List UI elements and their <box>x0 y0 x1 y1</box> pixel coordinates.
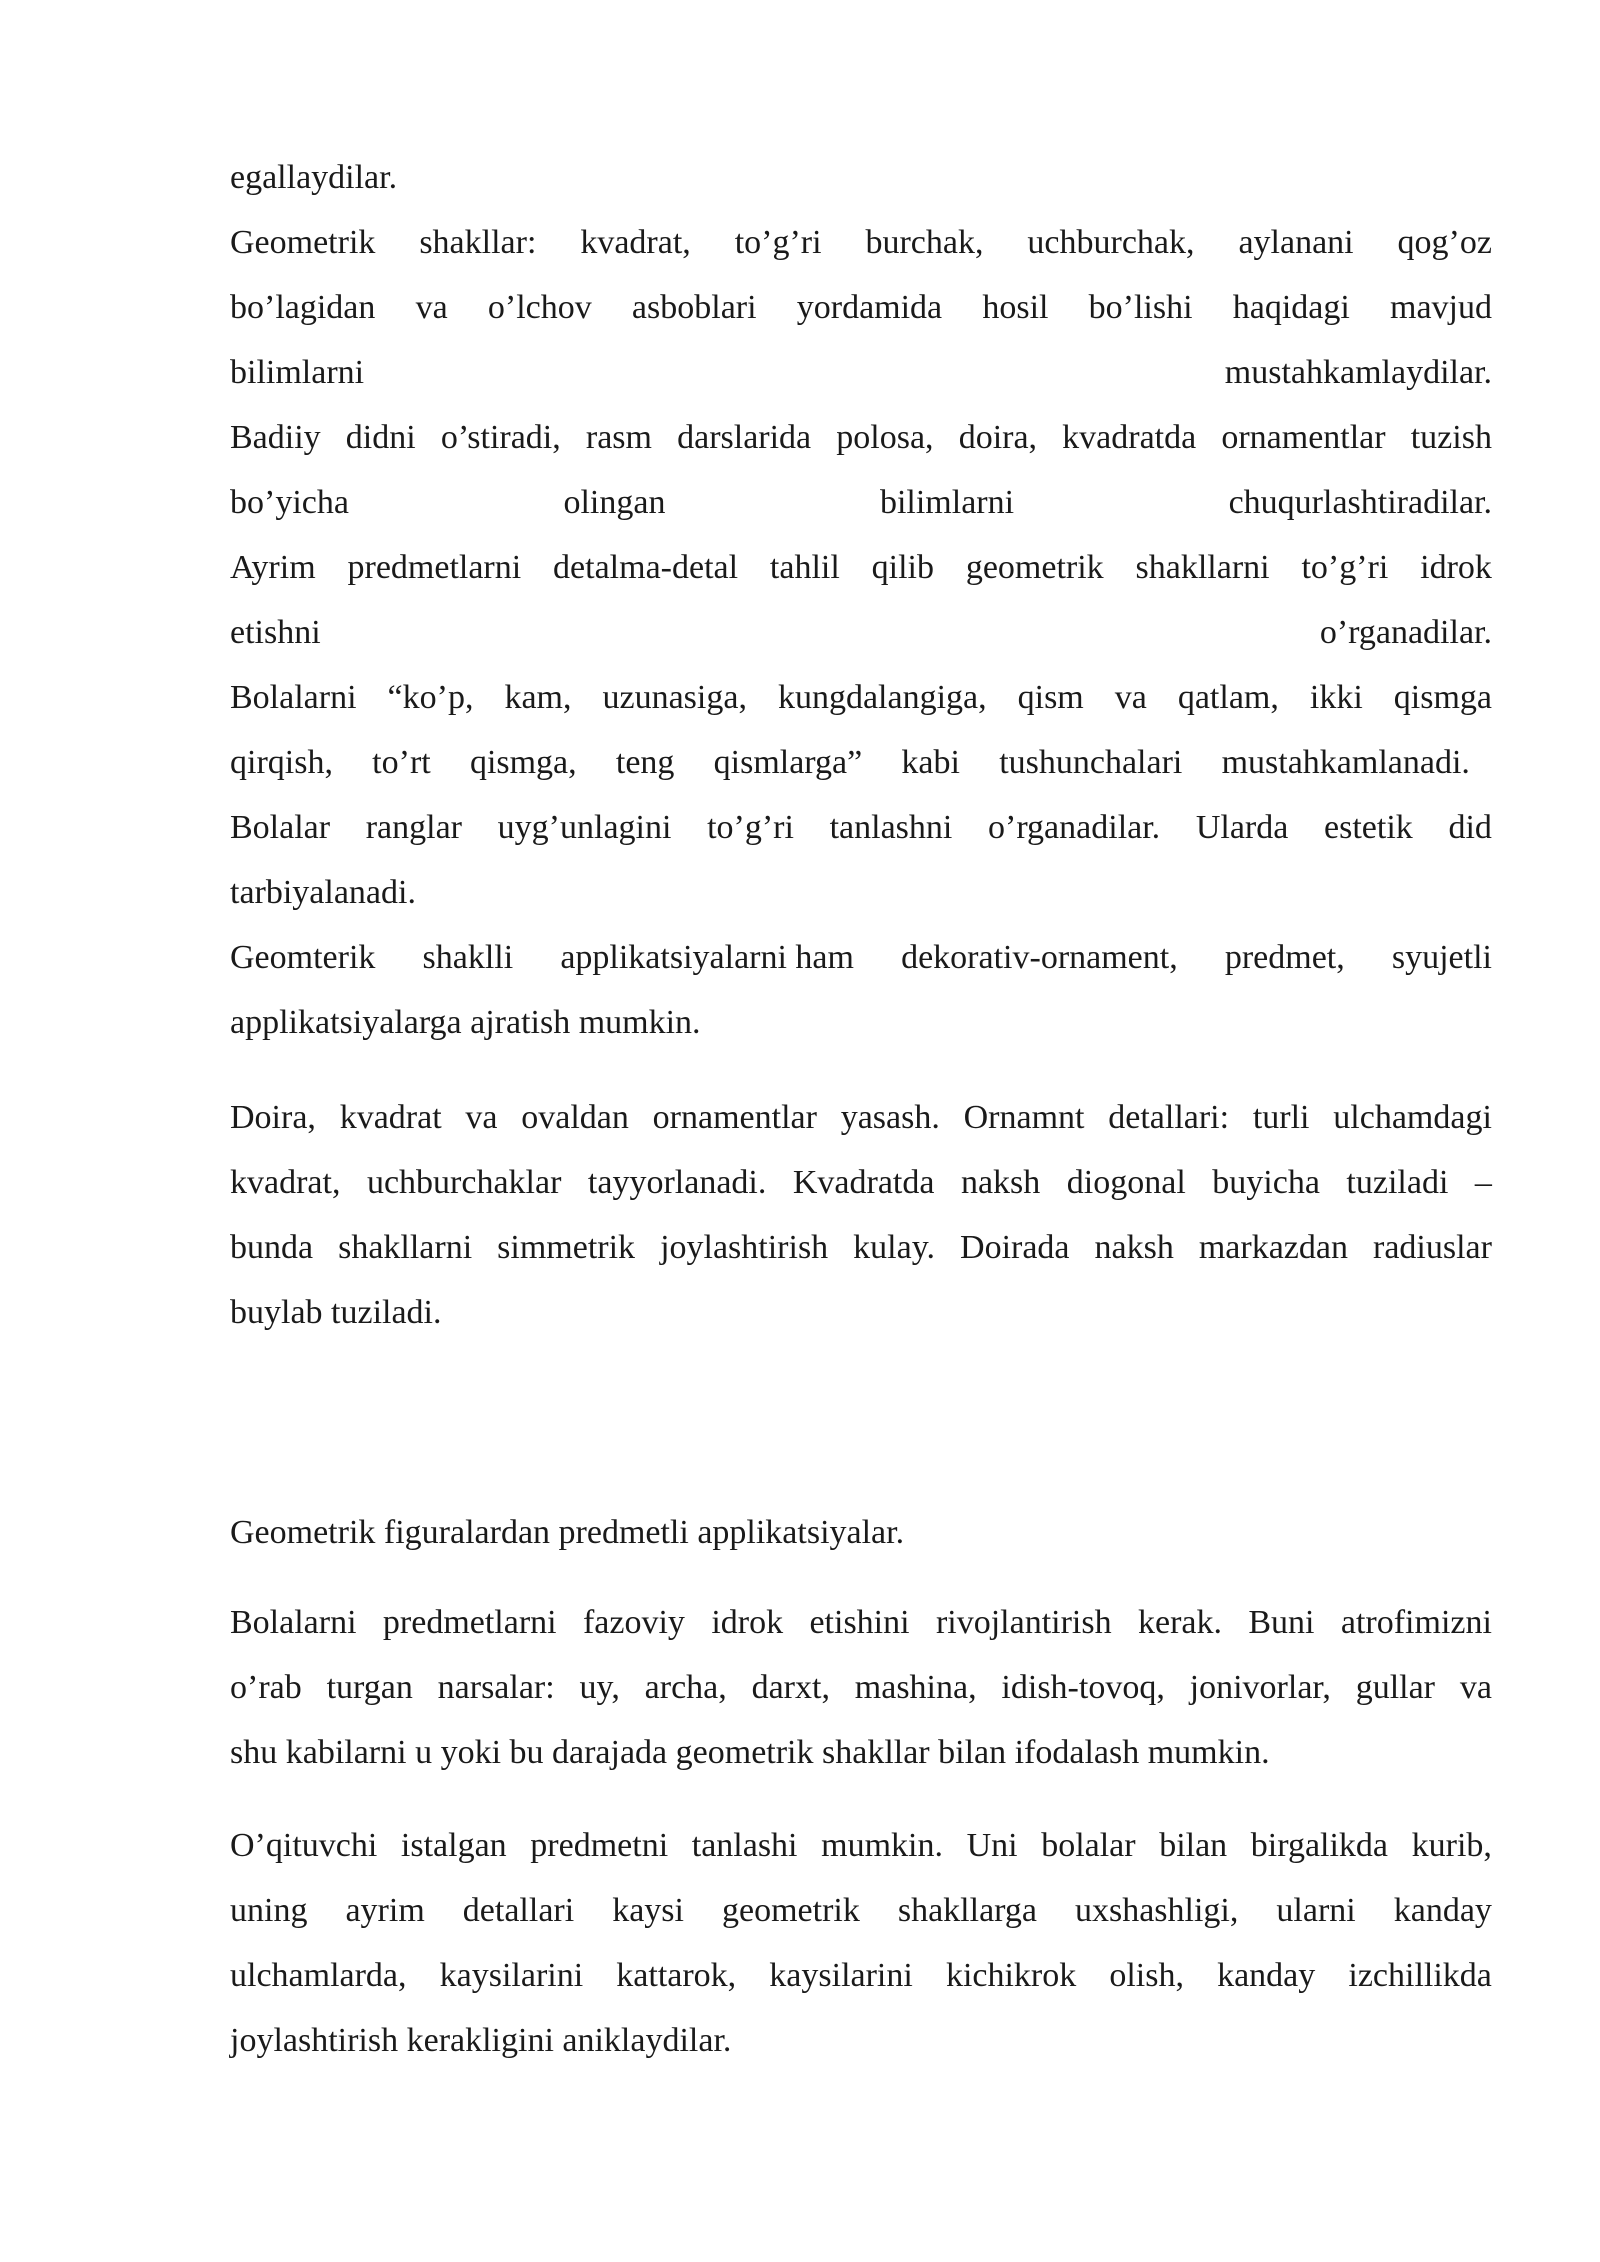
word: naksh <box>1094 1229 1174 1266</box>
word: qismga, <box>469 744 577 781</box>
word: predmetni <box>530 1827 669 1864</box>
word: polosa, <box>836 419 934 456</box>
word: did <box>1448 809 1492 846</box>
word: kvadrat, <box>580 224 691 261</box>
word: chuqurlashtiradilar. <box>1228 484 1492 521</box>
text-line: applikatsiyalarga ajratish mumkin. <box>230 1004 701 1041</box>
word: Bolalarni <box>230 679 357 716</box>
justified-line <box>230 1878 1492 1943</box>
word: qog’oz <box>1397 224 1492 261</box>
word: tuzish <box>1410 419 1492 456</box>
justified-line <box>230 1655 1492 1720</box>
word: idish-tovoq, <box>1001 1669 1165 1706</box>
word: “ko’p, <box>387 679 474 716</box>
word: Doira, <box>230 1099 316 1136</box>
justified-line <box>230 600 1492 665</box>
justified-line <box>230 1215 1492 1280</box>
word: diogonal <box>1066 1164 1186 1201</box>
word: qilib <box>871 549 934 586</box>
text-line: tarbiyalanadi. <box>230 874 416 911</box>
word: yasash. <box>840 1099 940 1136</box>
word: detalma-detal <box>553 549 739 586</box>
paragraph-spatial-perception <box>230 1590 1492 1785</box>
word: kichikrok <box>945 1957 1077 1994</box>
word: ornamentlar <box>652 1099 817 1136</box>
justified-line <box>230 1813 1492 1878</box>
word: bo’lishi <box>1088 289 1193 326</box>
word: uzunasiga, <box>602 679 747 716</box>
word: idrok <box>1420 549 1492 586</box>
word: kvadrat, <box>230 1164 341 1201</box>
word: tanlashi <box>691 1827 798 1864</box>
justified-line <box>230 925 1492 990</box>
word: qism <box>1017 679 1084 716</box>
word: estetik <box>1324 809 1413 846</box>
word: mustahkamlaydilar. <box>1224 354 1492 391</box>
word: olingan <box>563 484 666 521</box>
word: Buni <box>1248 1604 1315 1641</box>
word: predmetlarni <box>347 549 522 586</box>
word: shaklli <box>422 939 514 976</box>
word: buyicha <box>1212 1164 1320 1201</box>
section-heading <box>230 1500 1492 1565</box>
word: uchburchaklar <box>366 1164 562 1201</box>
word: shakllarni <box>1135 549 1270 586</box>
word: to’g’ri <box>707 809 794 846</box>
text-line: egallaydilar. <box>230 159 398 196</box>
justified-line <box>230 1150 1492 1215</box>
word: rivojlantirish <box>935 1604 1112 1641</box>
word: ranglar <box>365 809 463 846</box>
word: Kvadratda <box>792 1164 935 1201</box>
word: ularni <box>1276 1892 1356 1929</box>
word: didni <box>345 419 416 456</box>
word: kvadrat <box>339 1099 442 1136</box>
word: kerak. <box>1137 1604 1222 1641</box>
justified-line <box>230 535 1492 600</box>
text-line: joylashtirish kerakligini aniklaydilar. <box>230 2022 732 2059</box>
word: bunda <box>230 1229 314 1266</box>
word: – <box>1474 1164 1492 1201</box>
heading-text: Geometrik figuralardan predmetli applikatsiyalar. <box>230 1514 905 1551</box>
word: Ularda <box>1195 809 1289 846</box>
word: asboblari <box>631 289 757 326</box>
word: uxshashligi, <box>1074 1892 1239 1929</box>
justified-line <box>230 1943 1492 2008</box>
word: mumkin. <box>821 1827 943 1864</box>
word: bo’yicha <box>230 484 349 521</box>
word: va <box>415 289 448 326</box>
word: geometrik <box>722 1892 860 1929</box>
paragraph-ornaments <box>230 1085 1492 1345</box>
paragraph-teacher <box>230 1813 1492 2073</box>
word: syujetli <box>1391 939 1492 976</box>
word: kanday <box>1217 1957 1316 1994</box>
word: turgan <box>326 1669 413 1706</box>
word: geometrik <box>965 549 1104 586</box>
word: qatlam, <box>1177 679 1279 716</box>
word: mashina, <box>854 1669 977 1706</box>
word: uy, <box>579 1669 620 1706</box>
text-line: buylab tuziladi. <box>230 1294 442 1331</box>
word: Uni <box>966 1827 1018 1864</box>
word: izchillikda <box>1348 1957 1492 1994</box>
word: tahlil <box>769 549 840 586</box>
word: turli <box>1252 1099 1310 1136</box>
word: doira, <box>958 419 1038 456</box>
word: o’stiradi, <box>440 419 561 456</box>
word: idrok <box>711 1604 784 1641</box>
word: radiuslar <box>1373 1229 1492 1266</box>
word: naksh <box>960 1164 1041 1201</box>
word: hosil <box>982 289 1049 326</box>
justified-line <box>230 1590 1492 1655</box>
word: shakllar: <box>419 224 537 261</box>
word: o’lchov <box>487 289 592 326</box>
justified-line <box>230 730 1470 795</box>
word: detallari: <box>1108 1099 1230 1136</box>
word: darxt, <box>751 1669 830 1706</box>
word: ayrim <box>345 1892 425 1929</box>
justified-line <box>230 405 1492 470</box>
word: Geometrik <box>230 224 376 261</box>
word: dekorativ-ornament, <box>901 939 1178 976</box>
word: Badiiy <box>230 419 321 456</box>
word: etishni <box>230 614 321 651</box>
word: mustahkamlanadi. <box>1221 744 1470 781</box>
word: qismga <box>1393 679 1492 716</box>
word: ikki <box>1309 679 1363 716</box>
justified-line <box>230 470 1492 535</box>
word: to’g’ri <box>734 224 822 261</box>
word: ulchamlarda, <box>230 1957 407 1994</box>
word: shakllarni <box>338 1229 473 1266</box>
word: kaysilarini <box>769 1957 913 1994</box>
word: o’rab <box>230 1669 302 1706</box>
word: predmetlarni <box>382 1604 557 1641</box>
word: kulay. <box>853 1229 936 1266</box>
word: kam, <box>504 679 572 716</box>
word: va <box>465 1099 498 1136</box>
word: shakllarga <box>897 1892 1037 1929</box>
word: kaysi <box>612 1892 684 1929</box>
word: simmetrik <box>497 1229 636 1266</box>
word: va <box>1459 1669 1492 1706</box>
word: kurib, <box>1411 1827 1492 1864</box>
word: kvadratda <box>1062 419 1197 456</box>
word: applikatsiyalarni ham <box>560 939 854 976</box>
word: kaysilarini <box>439 1957 584 1994</box>
word: tayyorlanadi. <box>587 1164 767 1201</box>
justified-line <box>230 275 1492 340</box>
word: atrofimizni <box>1340 1604 1492 1641</box>
word: Bolalarni <box>230 1604 357 1641</box>
word: haqidagi <box>1232 289 1350 326</box>
word: burchak, <box>865 224 984 261</box>
justified-line <box>230 665 1492 730</box>
word: ornamentlar <box>1221 419 1386 456</box>
word: narsalar: <box>437 1669 555 1706</box>
word: bilimlarni <box>879 484 1015 521</box>
word: o’rganadilar. <box>1319 614 1492 651</box>
word: jonivorlar, <box>1189 1669 1331 1706</box>
word: kattarok, <box>616 1957 737 1994</box>
text-line: shu kabilarni u yoki bu darajada geometrik shakllar bilan ifodalash mumkin. <box>230 1734 1270 1771</box>
word: O’qituvchi <box>230 1827 378 1864</box>
word: qirqish, <box>230 744 333 781</box>
word: rasm <box>585 419 652 456</box>
word: Bolalar <box>230 809 331 846</box>
word: bo’lagidan <box>230 289 376 326</box>
word: birgalikda <box>1250 1827 1389 1864</box>
word: mavjud <box>1390 289 1492 326</box>
word: ovaldan <box>521 1099 629 1136</box>
word: to’g’ri <box>1301 549 1389 586</box>
word: istalgan <box>400 1827 507 1864</box>
word: bolalar <box>1041 1827 1136 1864</box>
word: uyg’unlagini <box>497 809 672 846</box>
justified-line <box>230 340 1492 405</box>
word: kanday <box>1393 1892 1492 1929</box>
word: olish, <box>1109 1957 1184 1994</box>
justified-line <box>230 795 1492 860</box>
text-block-1 <box>230 145 1492 1055</box>
word: qismlarga” <box>713 744 863 781</box>
word: bilimlarni <box>230 354 365 391</box>
word: kungdalangiga, <box>777 679 987 716</box>
word: tuziladi <box>1346 1164 1449 1201</box>
word: bilan <box>1159 1827 1228 1864</box>
word: ulchamdagi <box>1333 1099 1492 1136</box>
word: teng <box>615 744 675 781</box>
word: to’rt <box>372 744 431 781</box>
word: darslarida <box>677 419 812 456</box>
word: joylashtirish <box>660 1229 829 1266</box>
word: gullar <box>1355 1669 1436 1706</box>
word: detallari <box>462 1892 575 1929</box>
word: tushunchalari <box>999 744 1183 781</box>
word: Ayrim <box>230 549 316 586</box>
word: va <box>1114 679 1147 716</box>
word: uning <box>230 1892 308 1929</box>
word: predmet, <box>1224 939 1345 976</box>
word: Geomterik <box>230 939 376 976</box>
word: markazdan <box>1198 1229 1348 1266</box>
word: uchburchak, <box>1027 224 1195 261</box>
justified-line <box>230 210 1492 275</box>
word: archa, <box>644 1669 727 1706</box>
word: Ornamnt <box>963 1099 1085 1136</box>
justified-line <box>230 1085 1492 1150</box>
word: tanlashni <box>829 809 953 846</box>
word: kabi <box>901 744 960 781</box>
word: Doirada <box>960 1229 1070 1266</box>
word: yordamida <box>796 289 943 326</box>
word: o’rganadilar. <box>988 809 1161 846</box>
word: fazoviy <box>582 1604 685 1641</box>
word: etishini <box>809 1604 910 1641</box>
word: aylanani <box>1238 224 1354 261</box>
